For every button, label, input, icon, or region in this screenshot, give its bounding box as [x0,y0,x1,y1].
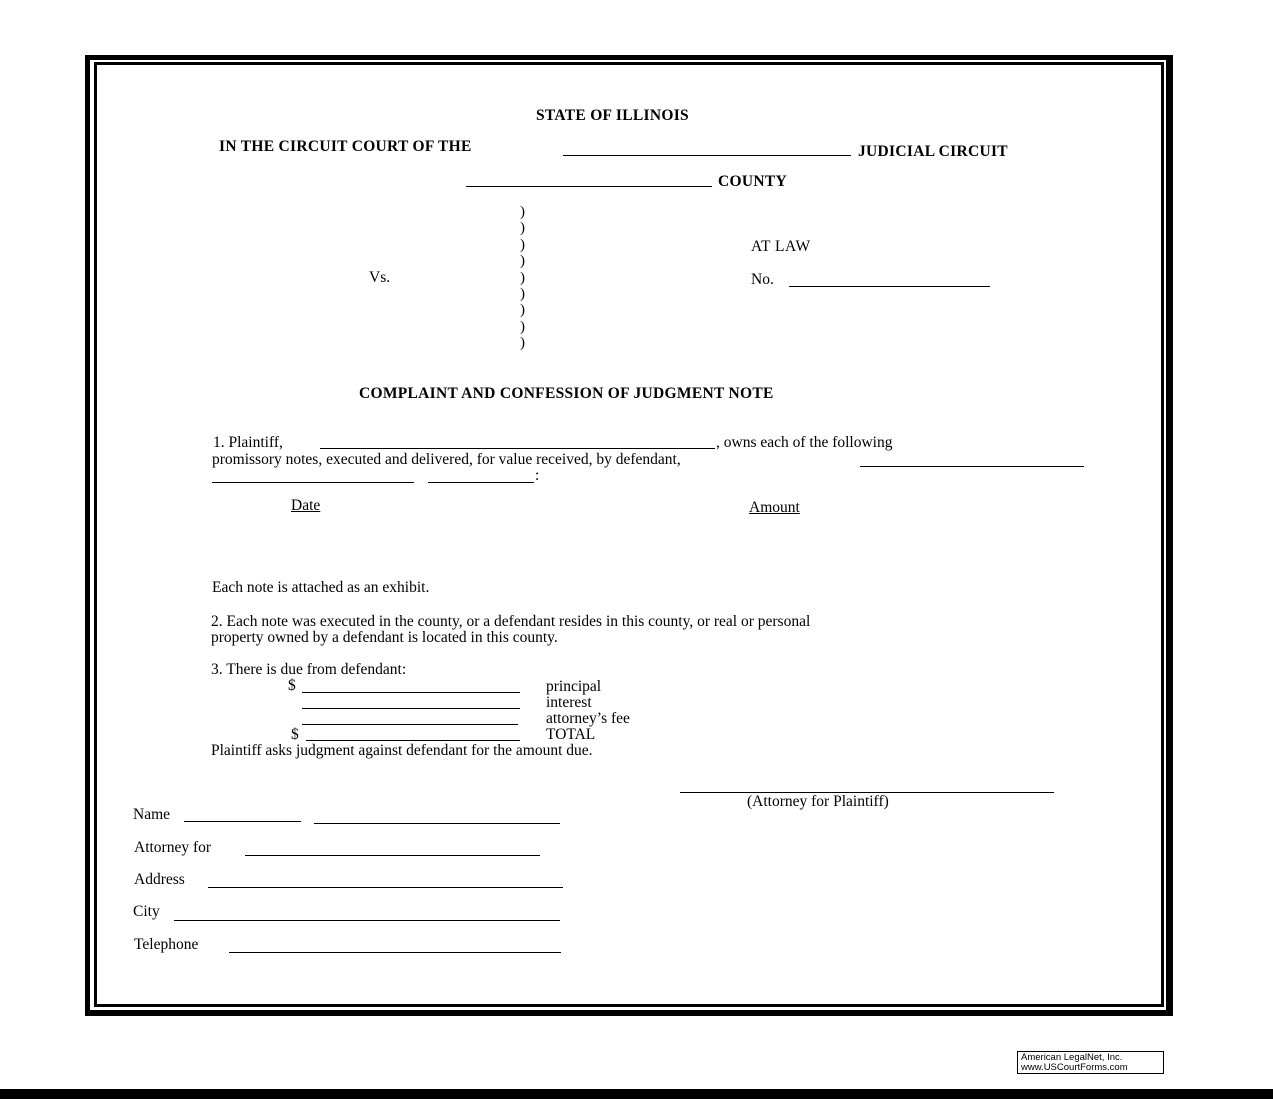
county-blank[interactable] [466,186,712,187]
state-heading: STATE OF ILLINOIS [536,107,689,124]
p2-line2: property owned by a defendant is located in this county. [211,629,558,646]
defendant-name-blank-1[interactable] [860,466,1084,467]
at-law-label: AT LAW [751,238,811,255]
principal-label: principal [546,678,602,695]
caption-paren: ) [520,236,525,253]
caption-paren: ) [520,286,525,302]
defendant-name-blank-2[interactable] [212,482,414,483]
p1-line3-colon: : [535,467,540,484]
versus-label: Vs. [369,269,391,286]
caption-paren: ) [520,318,525,335]
document-title: COMPLAINT AND CONFESSION OF JUDGMENT NOTE [359,385,774,402]
attorney-fee-amount-blank[interactable] [302,724,518,725]
signature-label: (Attorney for Plaintiff) [747,793,889,810]
caption-paren: ) [520,335,525,352]
county-label: COUNTY [718,173,787,190]
city-field-label: City [133,903,160,920]
scan-bottom-bar [0,1089,1273,1099]
caption-paren: ) [520,253,525,270]
name-field-blank-2[interactable] [314,823,560,824]
caption-paren: ) [520,204,525,220]
court-heading-prefix: IN THE CIRCUIT COURT OF THE [219,138,472,155]
p3-closing: Plaintiff asks judgment against defendant for the amount due. [211,742,593,759]
publisher-badge [1017,1051,1164,1074]
publisher-website[interactable]: www.USCourtForms.com [1021,1062,1128,1073]
court-heading-suffix: JUDICIAL CIRCUIT [858,143,1008,160]
principal-currency: $ [288,677,296,694]
address-field-label: Address [134,871,185,888]
p1-line2: promissory notes, executed and delivered, for value received, by defendant, [212,451,681,468]
defendant-name-blank-3[interactable] [428,482,534,483]
name-field-label: Name [133,806,171,823]
caption-paren: ) [520,302,525,319]
attorney-for-field-label: Attorney for [134,839,212,856]
interest-label: interest [546,694,592,711]
city-field-blank[interactable] [174,920,560,921]
p1-suffix: , owns each of the following [716,434,893,451]
total-amount-blank[interactable] [306,740,520,741]
telephone-field-blank[interactable] [229,952,561,953]
case-no-label: No. [751,271,774,288]
case-no-blank[interactable] [789,286,990,287]
p3-intro: 3. There is due from defendant: [211,661,407,678]
publisher-company: American LegalNet, Inc. [1021,1052,1123,1063]
total-label: TOTAL [546,726,596,743]
telephone-field-label: Telephone [134,936,199,953]
plaintiff-name-blank[interactable] [320,448,715,449]
exhibit-note: Each note is attached as an exhibit. [212,579,430,596]
date-column-header: Date [291,497,321,514]
p2-line1: 2. Each note was executed in the county, or a defendant resides in this county, or real or personal [211,613,811,630]
judicial-circuit-blank[interactable] [563,155,851,156]
inner-border [94,62,1164,1007]
amount-column-header: Amount [749,499,800,516]
caption-paren: ) [520,269,525,286]
attorney-for-field-blank[interactable] [245,855,540,856]
total-currency: $ [291,726,299,743]
attorney-fee-label: attorney’s fee [546,710,630,727]
address-field-blank[interactable] [208,887,563,888]
caption-paren: ) [520,220,525,237]
p1-prefix: 1. Plaintiff, [213,434,283,451]
principal-amount-blank[interactable] [302,692,520,693]
interest-amount-blank[interactable] [302,708,520,709]
name-field-blank-1[interactable] [184,821,301,822]
